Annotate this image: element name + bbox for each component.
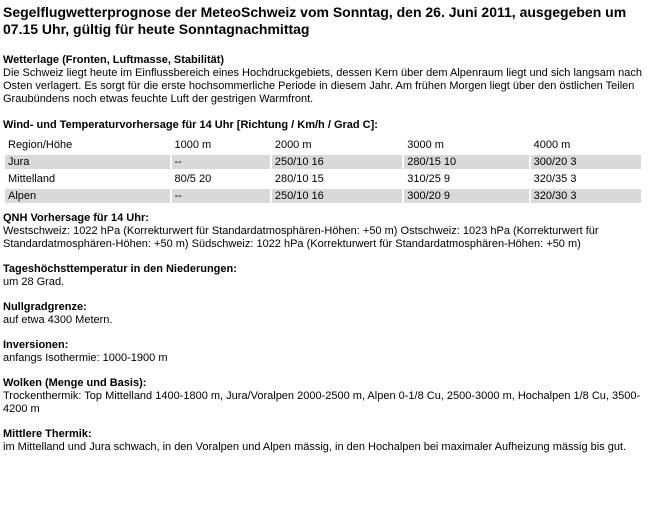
section-temperature [3, 263, 647, 289]
section-text: anfangs Isothermie: 1000-1900 m [3, 352, 168, 364]
table-cell: Jura [5, 155, 170, 169]
section-heading: Wetterlage (Fronten, Luftmasse, Stabilität) [3, 54, 225, 66]
section-text: Westschweiz: 1022 hPa (Korrekturwert für Standardatmosphären-Höhen: +50 m) Ostschweiz: 1023 hPa (Korrekturwert für Standardatmosphären-Höhen: +50 m) Südschweiz: 1022 hPa (Korrekturwert für Standardatmosphären-Höhen: +50 m) [3, 225, 599, 250]
table-cell: Mittelland [8, 173, 56, 185]
table-cell: Alpen [5, 189, 170, 203]
section-heading: Inversionen: [3, 339, 69, 351]
section-wolken [3, 377, 647, 416]
section-wetterlage [3, 54, 647, 106]
section-text: um 28 Grad. [3, 276, 65, 288]
table-cell: -- [172, 155, 270, 169]
section-text: Trockenthermik: Top Mittelland 1400-1800 m, Jura/Voralpen 2000-2500 m, Alpen 0-1/8 Cu, 2500-3000 m, Hochalpen 1/8 Cu, 3500-4200 m [3, 390, 641, 415]
table-header-row [5, 138, 641, 152]
table-cell: 320/30 3 [531, 189, 641, 203]
section-thermik [3, 428, 647, 454]
table-header-cell: 2000 m [274, 139, 312, 151]
table-cell: 250/10 16 [272, 155, 402, 169]
table-cell: -- [172, 189, 270, 203]
table-header-cell: Region/Höhe [8, 139, 73, 151]
section-heading: Wolken (Menge und Basis): [3, 377, 147, 389]
table-header-cell: 4000 m [533, 139, 571, 151]
table-row [5, 189, 641, 203]
section-heading: Tageshöchsttemperatur in den Niederungen: [3, 263, 237, 275]
section-text: auf etwa 4300 Metern. [3, 314, 113, 326]
section-text: im Mittelland und Jura schwach, in den Voralpen und Alpen mässig, in den Hochalpen bei maximaler Aufheizung mässig bis gut. [3, 441, 627, 453]
table-cell: 280/15 10 [404, 155, 528, 169]
table-row [5, 155, 641, 169]
section-heading: QNH Vorhersage für 14 Uhr: [3, 212, 149, 224]
table-header-cell: 1000 m [174, 139, 212, 151]
table-cell: 300/20 9 [404, 189, 528, 203]
section-heading: Nullgradgrenze: [3, 301, 87, 313]
table-cell: 300/20 3 [531, 155, 641, 169]
section-wind [3, 119, 647, 206]
wind-temperature-table [3, 135, 643, 206]
section-nullgrad [3, 301, 647, 327]
table-cell: 80/5 20 [174, 173, 212, 185]
page-title: Segelflugwetterprognose der MeteoSchweiz vom Sonntag, den 26. Juni 2011, ausgegeben um 07.15 Uhr, gültig für heute Sonntagnachmittag [3, 4, 627, 37]
section-qnh [3, 212, 647, 251]
table-cell: 250/10 16 [272, 189, 402, 203]
table-row [5, 172, 641, 186]
section-heading: Mittlere Thermik: [3, 428, 92, 440]
section-inversionen [3, 339, 647, 365]
section-heading: Wind- und Temperaturvorhersage für 14 Uhr [Richtung / Km/h / Grad C]: [3, 119, 378, 131]
table-cell: 320/35 3 [533, 173, 577, 185]
table-header-cell: 3000 m [407, 139, 444, 151]
section-text: Die Schweiz liegt heute im Einflussbereich eines Hochdruckgebiets, dessen Kern über dem Alpenraum liegt und sich langsam nach Osten verlagert. Es sorgt für die erste hochsommerliche Periode in diesem Jahr. Am frühen Morgen liegt über den östlichen Teilen Graubündens noch etwas feuchte Luft der gestrigen Warmfront. [3, 67, 642, 105]
table-cell: 280/10 15 [274, 173, 324, 185]
table-cell: 310/25 9 [407, 173, 451, 185]
